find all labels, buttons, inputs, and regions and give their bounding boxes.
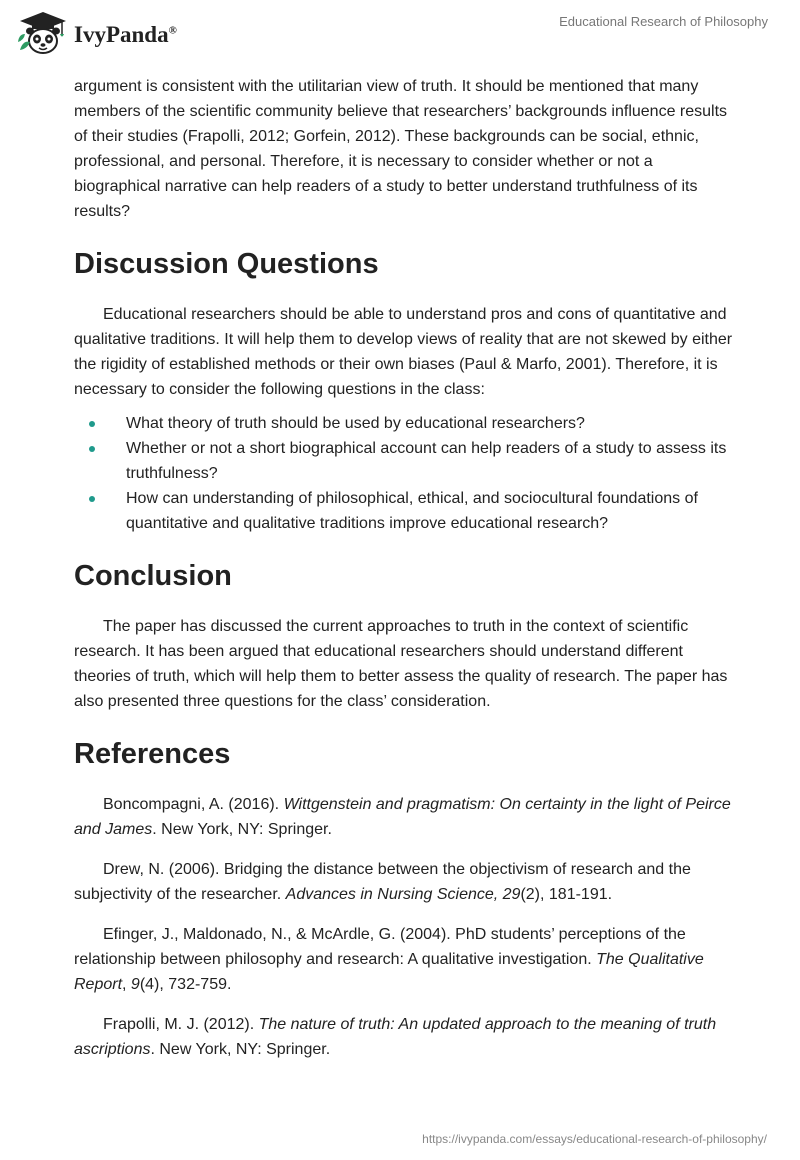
reference-entry: Drew, N. (2006). Bridging the distance between the objectivism of research and the subjectivity of the researcher. Advances in Nursing Science, 29(2), 181-191. (74, 861, 691, 903)
intro-paragraph: argument is consistent with the utilitarian view of truth. It should be mentioned that many members of the scientific community believe that researchers’ backgrounds influence results of their studies (Frapolli, 2012; Gorfein, 2012). These backgrounds can be social, ethnic, professional, and personal. Therefore, it is necessary to consider whether or not a biographical narrative can help readers of a study to better understand truthfulness of its results? (74, 78, 728, 220)
conclusion-heading: Conclusion (74, 560, 232, 592)
references-heading: References (74, 738, 231, 770)
bullet-icon (89, 496, 95, 502)
discussion-paragraph: Educational researchers should be able to understand pros and cons of quantitative and qualitative traditions. It will help them to develop views of reality that are not skewed by either the rigidity of established methods or their own biases (Paul & Marfo, 2001). Therefore, it is necessary to consider the following questions in the class: (74, 306, 733, 398)
running-title: Educational Research of Philosophy (559, 14, 768, 29)
bullet-icon (89, 421, 95, 427)
brand-name: IvyPanda® (74, 22, 177, 47)
reference-entry: Boncompagni, A. (2016). Wittgenstein and pragmatism: On certainty in the light of Peirce and James. New York, NY: Springer. (74, 796, 731, 838)
discussion-heading: Discussion Questions (74, 248, 379, 280)
source-url-link[interactable]: https://ivypanda.com/essays/educational-research-of-philosophy/ (422, 1132, 767, 1146)
list-item: How can understanding of philosophical, ethical, and sociocultural foundations of quantitative and qualitative traditions improve educational research? (74, 486, 734, 536)
discussion-question-list (74, 411, 734, 536)
document-body (74, 74, 734, 1077)
reference-entry: Frapolli, M. J. (2012). The nature of truth: An updated approach to the meaning of truth ascriptions. New York, NY: Springer. (74, 1016, 717, 1058)
page-header (0, 0, 800, 72)
conclusion-paragraph: The paper has discussed the current approaches to truth in the context of scientific research. It has been argued that educational researchers should understand different theories of truth, which will help them to better assess the quality of research. The paper has also presented three questions for the class’ consideration. (74, 618, 728, 710)
bullet-icon (89, 446, 95, 452)
panda-graduate-icon (16, 10, 70, 56)
list-item: Whether or not a short biographical account can help readers of a study to assess its truthfulness? (74, 436, 734, 486)
list-item: What theory of truth should be used by educational researchers? (74, 411, 734, 436)
reference-entry: Efinger, J., Maldonado, N., & McArdle, G. (2004). PhD students’ perceptions of the relationship between philosophy and research: A qualitative investigation. The Qualitative Report, 9(4), 732-759. (74, 926, 704, 993)
brand-logo[interactable] (16, 10, 177, 56)
